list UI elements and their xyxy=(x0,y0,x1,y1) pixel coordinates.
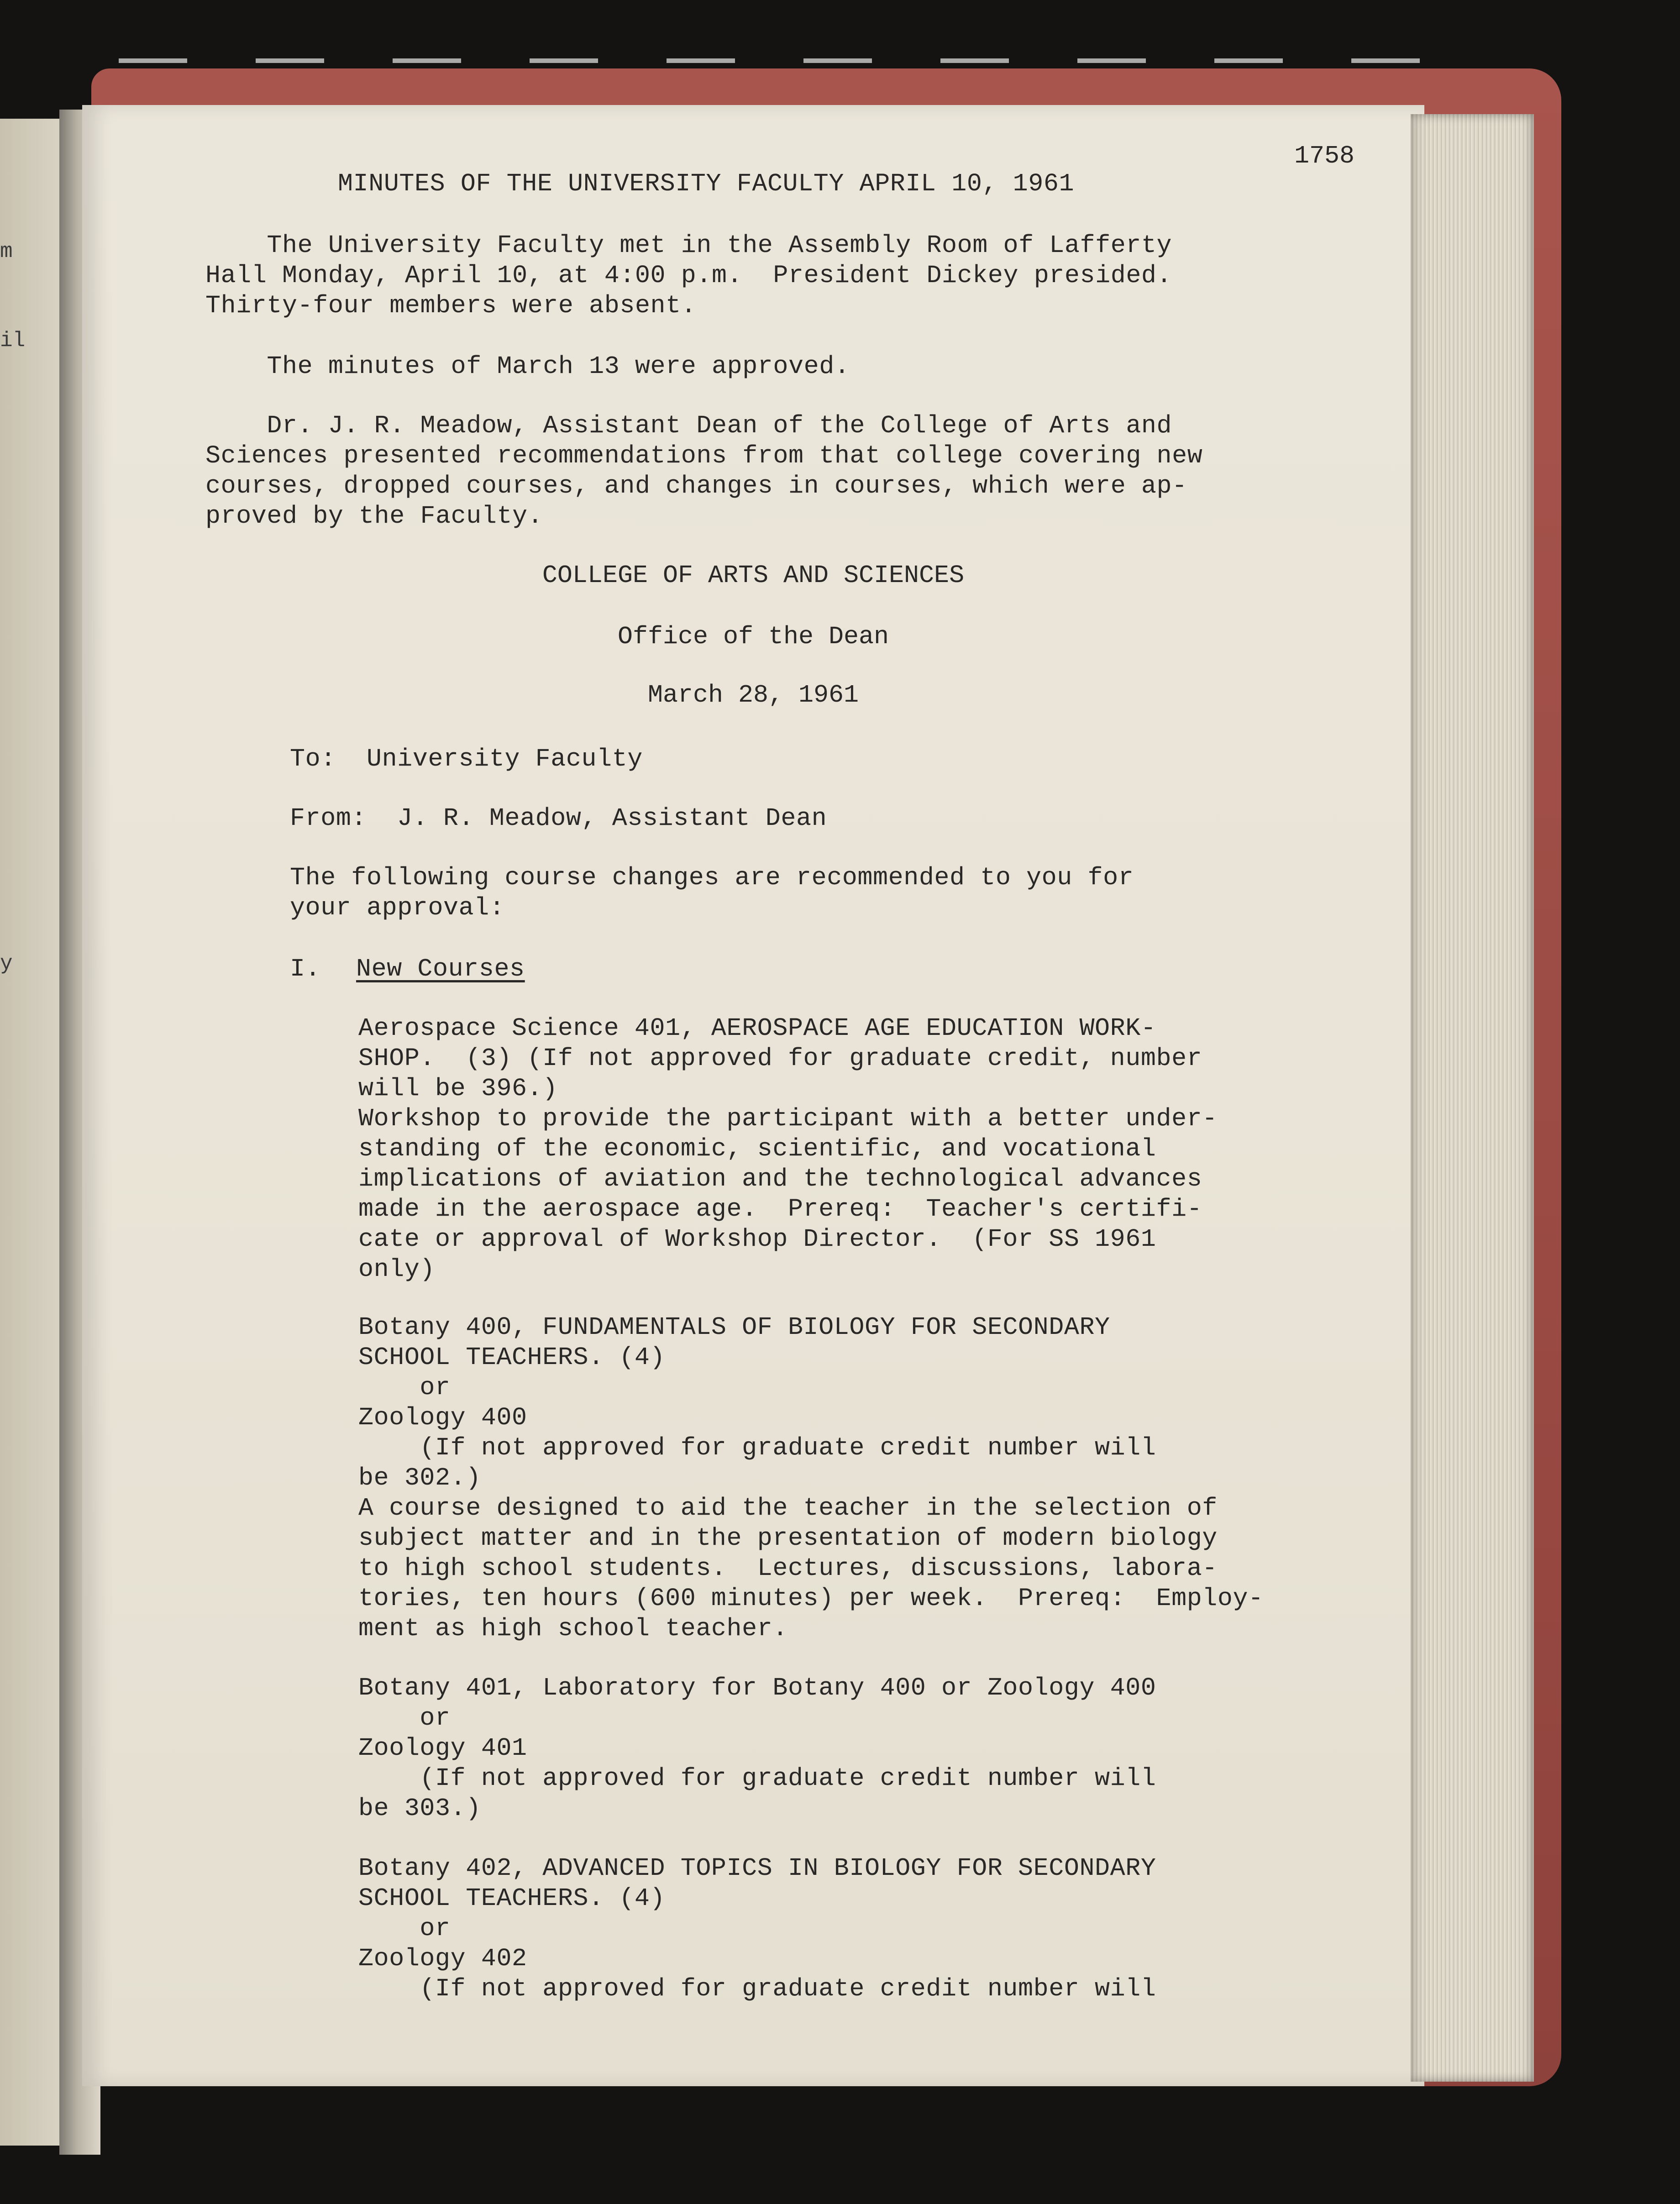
section-number: I. xyxy=(290,955,321,983)
meadow-para-line: proved by the Faculty. xyxy=(205,502,543,530)
course-line: Zoology 401 xyxy=(358,1734,527,1763)
memo-office: Office of the Dean xyxy=(617,622,889,651)
course-line: tories, ten hours (600 minutes) per week. Prereq: Employ- xyxy=(358,1584,1264,1613)
course-line: (If not approved for graduate credit number will xyxy=(358,1764,1156,1793)
memo-college: COLLEGE OF ARTS AND SCIENCES xyxy=(542,561,965,590)
course-line: SCHOOL TEACHERS. (4) xyxy=(358,1343,666,1372)
course-line: subject matter and in the presentation of modern biology xyxy=(358,1524,1218,1553)
course-line: SHOP. (3) (If not approved for graduate credit, number xyxy=(358,1044,1202,1073)
course-line: ment as high school teacher. xyxy=(358,1614,788,1643)
memo-following-line: The following course changes are recommended to you for xyxy=(290,863,1134,892)
intro-line: Hall Monday, April 10, at 4:00 p.m. President Dickey presided. xyxy=(205,261,1172,290)
minutes-approved: The minutes of March 13 were approved. xyxy=(205,352,850,381)
course-line: (If not approved for graduate credit number will xyxy=(358,1974,1156,2003)
course-line: or xyxy=(358,1373,451,1402)
course-line: Botany 402, ADVANCED TOPICS IN BIOLOGY FOR SECONDARY xyxy=(358,1854,1156,1883)
meadow-para-line: Sciences presented recommendations from that college covering new xyxy=(205,441,1203,470)
memo-to: To: University Faculty xyxy=(290,745,643,773)
course-line: be 302.) xyxy=(358,1464,481,1492)
course-line: cate or approval of Workshop Director. (For SS 1961 xyxy=(358,1225,1156,1254)
meadow-para-line: Dr. J. R. Meadow, Assistant Dean of the College of Arts and xyxy=(205,411,1172,440)
margin-fragment: y xyxy=(0,952,13,976)
meadow-para-line: courses, dropped courses, and changes in courses, which were ap- xyxy=(205,472,1187,500)
page-number: 1758 xyxy=(1294,142,1355,170)
course-line: standing of the economic, scientific, and vocational xyxy=(358,1134,1156,1163)
course-line: A course designed to aid the teacher in the selection of xyxy=(358,1494,1218,1522)
course-line: be 303.) xyxy=(358,1794,481,1823)
margin-fragment: m xyxy=(0,240,13,263)
intro-line: Thirty-four members were absent. xyxy=(205,291,697,320)
course-line: Botany 401, Laboratory for Botany 400 or Zoology 400 xyxy=(358,1674,1156,1702)
course-line: made in the aerospace age. Prereq: Teacher's certifi- xyxy=(358,1195,1202,1223)
memo-date: March 28, 1961 xyxy=(647,681,859,709)
course-line: (If not approved for graduate credit number will xyxy=(358,1433,1156,1462)
course-line: or xyxy=(358,1704,451,1732)
course-line: Zoology 402 xyxy=(358,1944,527,1973)
margin-fragment: il xyxy=(0,329,26,352)
course-line: Botany 400, FUNDAMENTALS OF BIOLOGY FOR SECONDARY xyxy=(358,1313,1110,1342)
course-line: Zoology 400 xyxy=(358,1403,527,1432)
course-line: implications of aviation and the technological advances xyxy=(358,1165,1202,1193)
course-line: SCHOOL TEACHERS. (4) xyxy=(358,1884,666,1913)
intro-line: The University Faculty met in the Assembly Room of Lafferty xyxy=(205,231,1172,260)
section-title: New Courses xyxy=(356,955,525,983)
top-scale-marks xyxy=(119,58,1424,63)
course-line: or xyxy=(358,1914,451,1943)
memo-following-line: your approval: xyxy=(290,893,505,922)
course-line: Aerospace Science 401, AEROSPACE AGE EDUCATION WORK- xyxy=(358,1014,1156,1043)
page-stack-edges xyxy=(1411,114,1534,2082)
course-line: only) xyxy=(358,1255,436,1284)
course-line: will be 396.) xyxy=(358,1074,558,1103)
course-line: to high school students. Lectures, discussions, labora- xyxy=(358,1554,1218,1583)
course-line: Workshop to provide the participant with a better under- xyxy=(358,1104,1218,1133)
page-title: MINUTES OF THE UNIVERSITY FACULTY APRIL 10, 1961 xyxy=(338,169,1075,198)
memo-from: From: J. R. Meadow, Assistant Dean xyxy=(290,804,827,833)
